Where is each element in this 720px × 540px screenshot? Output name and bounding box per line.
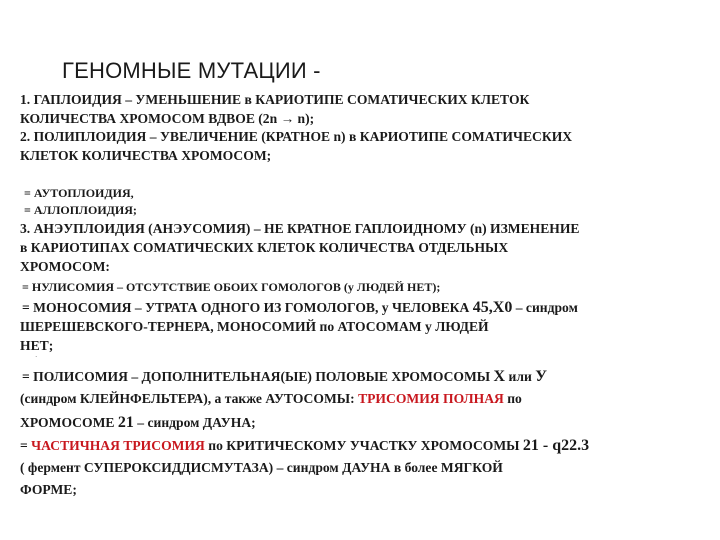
chromosome-21: 21 — [117, 414, 134, 431]
chromosome-text: ХРОМОСОМЕ — [20, 415, 118, 430]
alloploidy-item: = АЛЛОПЛОИДИЯ; — [24, 203, 137, 217]
polysomy-text: = ПОЛИСОМИЯ – ДОПОЛНИТЕЛЬНАЯ(ЫЕ) ПОЛОВЫЕ ХРОМОСОМЫ — [22, 369, 494, 384]
monosomy-syndrome: – синдром — [512, 300, 578, 315]
monosomy-line-3: НЕТ; — [20, 338, 54, 353]
haploidy-line-2: КОЛИЧЕСТВА ХРОМОСОМ ВДВОЕ (2n → n); — [20, 111, 315, 126]
partial-trisomy-label: ЧАСТИЧНАЯ ТРИСОМИЯ — [31, 438, 205, 453]
monosomy-text: = МОНОСОМИЯ – УТРАТА ОДНОГО ИЗ ГОМОЛОГОВ, у ЧЕЛОВЕКА — [22, 300, 473, 315]
locus-q22-3: - q22.3 — [538, 437, 590, 454]
partial-trisomy-line-1 — [20, 437, 589, 455]
chromosome-y: У — [535, 368, 547, 385]
polysomy-line-3 — [20, 414, 256, 432]
chromosome-x: Х — [493, 368, 506, 385]
partial-trisomy-line-2: ( фермент СУПЕРОКСИДДИСМУТАЗА) – синдром ДАУНА в более МЯГКОЙ — [20, 460, 503, 475]
polysomy-po: по — [503, 391, 522, 406]
autoploidy-item: = АУТОПЛОИДИЯ, — [24, 186, 134, 200]
polyploidy-line-1: 2. ПОЛИПЛОИДИЯ – УВЕЛИЧЕНИЕ (КРАТНОЕ n) в КАРИОТИПЕ СОМАТИЧЕСКИХ — [20, 129, 573, 144]
haploidy-line-1: 1. ГАПЛОИДИЯ – УМЕНЬШЕНИЕ в КАРИОТИПЕ СОМАТИЧЕСКИХ КЛЕТОК — [20, 92, 530, 107]
monosomy-karyotype: 45,Х0 — [472, 299, 513, 316]
klinefelter-text: (синдром КЛЕЙНФЕЛЬТЕРА), а также АУТОСОМЫ: — [20, 391, 359, 406]
critical-region-text: по КРИТИЧЕСКОМУ УЧАСТКУ ХРОМОСОМЫ — [204, 438, 523, 453]
monosomy-line-1 — [22, 299, 578, 317]
partial-eq: = — [20, 438, 32, 453]
aneuploidy-line-1: 3. АНЭУПЛОИДИЯ (АНЭУСОМИЯ) – НЕ КРАТНОЕ ГАПЛОИДНОМУ (n) ИЗМЕНЕНИЕ — [20, 221, 580, 236]
aneuploidy-line-3: ХРОМОСОМ: — [20, 259, 110, 274]
polysomy-line-2 — [20, 391, 522, 407]
aneuploidy-line-2: в КАРИОТИПАХ СОМАТИЧЕСКИХ КЛЕТОК КОЛИЧЕСТВА ОТДЕЛЬНЫХ — [20, 240, 509, 255]
polysomy-or: или — [505, 369, 536, 384]
polyploidy-line-2: КЛЕТОК КОЛИЧЕСТВА ХРОМОСОМ; — [20, 148, 272, 163]
chromosome-21-partial: 21 — [522, 437, 539, 454]
slide-title: ГЕНОМНЫЕ МУТАЦИИ - — [62, 58, 321, 83]
polysomy-line-1 — [22, 368, 547, 386]
partial-trisomy-line-3: ФОРМЕ; — [20, 482, 77, 497]
nullisomy-item: = НУЛИСОМИЯ – ОТСУТСТВИЕ ОБОИХ ГОМОЛОГОВ (у ЛЮДЕЙ НЕТ); — [22, 280, 441, 294]
down-syndrome-text: – синдром ДАУНА; — [133, 415, 256, 430]
monosomy-line-2: ШЕРЕШЕВСКОГО-ТЕРНЕРА, МОНОСОМИЙ по АТОСОМАМ у ЛЮДЕЙ — [20, 319, 489, 334]
full-trisomy-label: ТРИСОМИЯ ПОЛНАЯ — [358, 391, 504, 406]
stray-dot: · — [35, 353, 38, 361]
